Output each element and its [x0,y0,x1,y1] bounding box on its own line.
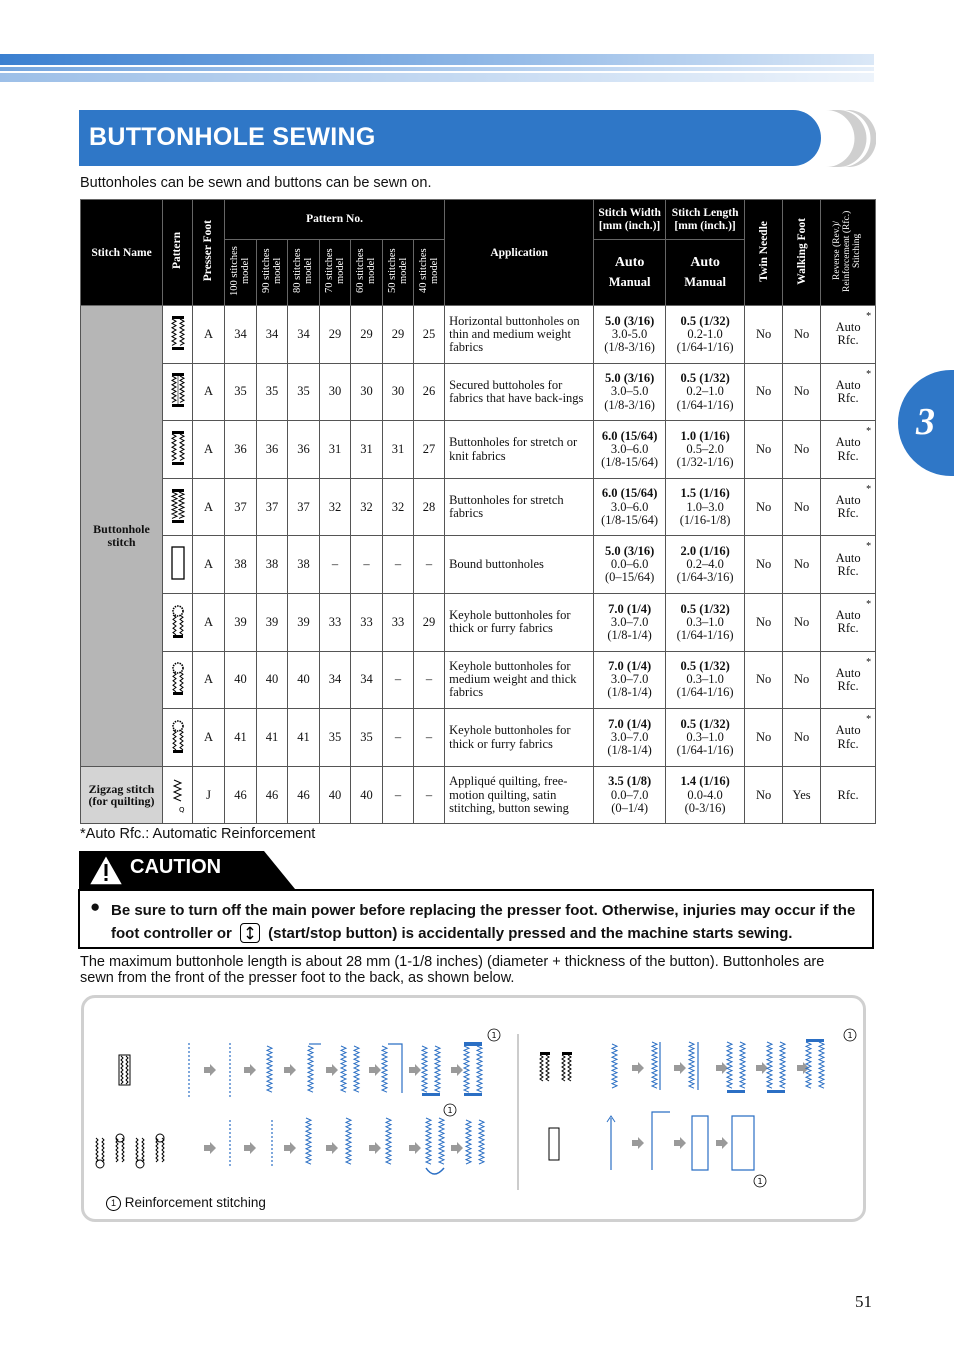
pattern-number: – [383,709,414,767]
presser-foot: A [193,478,225,536]
group-buttonhole-stitch: Buttonhole stitch [81,306,163,767]
pattern-number: 38 [257,536,288,594]
buttonhole-pattern-icon [169,572,187,586]
twin-needle-value: No [745,594,783,652]
pattern-number: 30 [383,363,414,421]
twin-needle-value: No [745,536,783,594]
presser-foot: A [193,594,225,652]
buttonhole-pattern-icon [169,399,187,413]
table-row [81,536,876,594]
stitch-length: 0.5 (1/32) 0.2–1.0 (1/64-1/16) [666,363,745,421]
table-row [81,363,876,421]
pattern-number: 25 [414,306,445,364]
pattern-number: 35 [257,363,288,421]
walking-foot-value: No [783,363,821,421]
header-model-60: 60 stitches model [351,240,383,306]
pattern-number: 35 [351,709,383,767]
pattern-number: 30 [351,363,383,421]
svg-text:1: 1 [447,1106,453,1115]
pattern-number: 46 [288,766,320,824]
stitch-length: 1.0 (1/16) 0.5–2.0 (1/32-1/16) [666,421,745,479]
walking-foot-value: No [783,536,821,594]
pattern-number: 31 [351,421,383,479]
presser-foot: A [193,421,225,479]
reverse-value: * Auto Rfc. [821,536,876,594]
stitch-width: 5.0 (3/16) 0.0–6.0 (0–15/64) [594,536,666,594]
pattern-number: 29 [383,306,414,364]
table-row [81,651,876,709]
pattern-number: 29 [414,594,445,652]
application: Bound buttonholes [445,536,594,594]
pattern-number: 33 [351,594,383,652]
pattern-number: 26 [414,363,445,421]
pattern-number: 32 [383,478,414,536]
stitch-length: 0.5 (1/32) 0.2-1.0 (1/64-1/16) [666,306,745,364]
pattern-number: 35 [288,363,320,421]
pattern-number: 34 [257,306,288,364]
buttonhole-pattern-icon [169,803,187,817]
reverse-value: * Auto Rfc. [821,651,876,709]
stitch-width: 6.0 (15/64) 3.0–6.0 (1/8-15/64) [594,421,666,479]
pattern-number: 31 [320,421,351,479]
pattern-icon-cell [163,421,193,479]
header-walking-foot: Walking Foot [783,200,821,306]
stitch-width: 5.0 (3/16) 3.0–5.0 (1/8-3/16) [594,363,666,421]
application: Horizontal buttonholes on thin and medium weight fabrics [445,306,594,364]
reverse-value: * Auto Rfc. [821,594,876,652]
pattern-number: – [383,766,414,824]
caution-box [78,889,874,949]
reverse-value: * Auto Rfc. [821,421,876,479]
pattern-number: 41 [257,709,288,767]
pattern-number: 33 [320,594,351,652]
pattern-number: 34 [225,306,257,364]
buttonhole-pattern-icon [169,515,187,529]
caution-label: CAUTION [130,856,222,878]
table-row [81,306,876,364]
pattern-number: 36 [288,421,320,479]
page-title: BUTTONHOLE SEWING [89,123,376,151]
chapter-number: 3 [916,401,935,443]
stitch-width: 5.0 (3/16) 3.0-5.0 (1/8-3/16) [594,306,666,364]
table-row [81,766,876,824]
svg-text:1: 1 [847,1031,853,1040]
table-row [81,709,876,767]
title-decoration [816,110,876,167]
group-zigzag-stitch: Zigzag stitch (for quilting) [81,766,163,824]
reverse-value: Rfc. [821,766,876,824]
svg-text:Q: Q [178,805,185,814]
application: Buttonholes for stretch fabrics [445,478,594,536]
pattern-icon-cell [163,651,193,709]
table-row [81,594,876,652]
pattern-number: – [383,536,414,594]
application: Secured buttoholes for fabrics that have back-ings [445,363,594,421]
application: Keyhole buttonholes for thick or furry fabrics [445,594,594,652]
section-title-bar [79,110,821,166]
stitch-width: 6.0 (15/64) 3.0–6.0 (1/8-15/64) [594,478,666,536]
stitch-length: 0.5 (1/32) 0.3–1.0 (1/64-1/16) [666,651,745,709]
pattern-number: 32 [351,478,383,536]
pattern-number: – [414,536,445,594]
application: Keyhole buttonholes for thick or furry fabrics [445,709,594,767]
intro-text: Buttonholes can be sewn and buttons can be sewn on. [80,175,432,191]
pattern-number: 46 [257,766,288,824]
header-stitch-name: Stitch Name [81,200,163,306]
stitch-width: 3.5 (1/8) 0.0–7.0 (0–1/4) [594,766,666,824]
pattern-number: 40 [320,766,351,824]
pattern-number: 39 [225,594,257,652]
header-application: Application [445,200,594,306]
body-text: The maximum buttonhole length is about 28 mm (1-1/8 inches) (diameter + thickness of the button). Buttonholes are sewn from the front of the presser foot to the back, as shown below. [80,954,825,986]
pattern-icon-cell [163,363,193,421]
pattern-number: 27 [414,421,445,479]
pattern-number: 40 [257,651,288,709]
header-presser-foot: Presser Foot [193,200,225,306]
pattern-number: 29 [351,306,383,364]
twin-needle-value: No [745,766,783,824]
application: Buttonholes for stretch or knit fabrics [445,421,594,479]
footnote: *Auto Rfc.: Automatic Reinforcement [80,826,316,842]
pattern-number: 40 [225,651,257,709]
pattern-number: 39 [288,594,320,652]
svg-text:1: 1 [757,1177,763,1186]
reverse-value: * Auto Rfc. [821,478,876,536]
pattern-number: – [414,709,445,767]
header-model-100: 100 stitches model [225,240,257,306]
pattern-number: 41 [288,709,320,767]
pattern-number: 36 [257,421,288,479]
pattern-number: 41 [225,709,257,767]
pattern-icon-cell [163,478,193,536]
pattern-number: 34 [351,651,383,709]
application: Appliqué quilting, free-motion quilting, satin stitching, button sewing [445,766,594,824]
pattern-icon-cell [163,306,193,364]
stitch-length: 2.0 (1/16) 0.2–4.0 (1/64-3/16) [666,536,745,594]
header-stitch-length: Stitch Length [mm (inch.)] [666,200,745,240]
pattern-number: 40 [288,651,320,709]
buttonhole-pattern-icon [169,745,187,759]
caution-text: Be sure to turn off the main power before replacing the presser foot. Otherwise, injuries may occur if the foot controller or (start/stop button) is accidentally pressed and the machine starts sewing. [111,902,856,942]
pattern-number: – [320,536,351,594]
bullet-icon: ● [90,897,101,916]
header-pattern-no: Pattern No. [225,200,445,240]
pattern-number: 34 [320,651,351,709]
pattern-number: 28 [414,478,445,536]
walking-foot-value: No [783,709,821,767]
stitch-width: 7.0 (1/4) 3.0–7.0 (1/8-1/4) [594,651,666,709]
buttonhole-pattern-icon [169,687,187,701]
presser-foot: A [193,363,225,421]
pattern-number: 35 [320,709,351,767]
pattern-number: – [383,651,414,709]
legend-text: Reinforcement stitching [124,1195,266,1210]
pattern-number: – [414,766,445,824]
callout-marker: 1 [106,1196,121,1211]
application: Keyhole buttonholes for medium weight and thick fabrics [445,651,594,709]
twin-needle-value: No [745,306,783,364]
diagram-legend [106,1195,266,1211]
pattern-number: 38 [225,536,257,594]
header-model-70: 70 stitches model [320,240,351,306]
header-twin-needle: Twin Needle [745,200,783,306]
pattern-icon-cell [163,766,193,824]
stitch-length: 0.5 (1/32) 0.3–1.0 (1/64-1/16) [666,709,745,767]
pattern-number: 31 [383,421,414,479]
walking-foot-value: No [783,651,821,709]
stitch-length: 1.5 (1/16) 1.0–3.0 (1/16-1/8) [666,478,745,536]
twin-needle-value: No [745,421,783,479]
diagram-illustration [84,998,863,1193]
presser-foot: A [193,651,225,709]
walking-foot-value: No [783,594,821,652]
twin-needle-value: No [745,651,783,709]
header-model-90: 90 stitches model [257,240,288,306]
pattern-number: – [414,651,445,709]
stitch-table [80,199,876,824]
pattern-number: 35 [225,363,257,421]
pattern-icon-cell [163,536,193,594]
walking-foot-value: No [783,478,821,536]
header-length-auto-manual: Auto Manual [666,240,745,306]
header-width-auto-manual: Auto Manual [594,240,666,306]
walking-foot-value: Yes [783,766,821,824]
table-row [81,478,876,536]
reverse-value: * Auto Rfc. [821,363,876,421]
page-number: 51 [855,1292,872,1311]
stitch-length: 1.4 (1/16) 0.0-4.0 (0-3/16) [666,766,745,824]
reverse-value: * Auto Rfc. [821,709,876,767]
stitch-width: 7.0 (1/4) 3.0–7.0 (1/8-1/4) [594,594,666,652]
buttonhole-pattern-icon [169,457,187,471]
pattern-number: 34 [288,306,320,364]
header-reverse: Reverse (Rev.)/ Reinforcement (Rfc.) Stitching [821,200,876,306]
pattern-number: 37 [288,478,320,536]
pattern-number: 46 [225,766,257,824]
walking-foot-value: No [783,421,821,479]
header-stitch-width: Stitch Width [mm (inch.)] [594,200,666,240]
presser-foot: A [193,709,225,767]
header-model-50: 50 stitches model [383,240,414,306]
pattern-number: 37 [257,478,288,536]
twin-needle-value: No [745,478,783,536]
pattern-icon-cell [163,594,193,652]
start-stop-button-icon [240,923,260,943]
pattern-number: 39 [257,594,288,652]
header-model-40: 40 stitches model [414,240,445,306]
header-stripes [0,54,874,82]
walking-foot-value: No [783,306,821,364]
reverse-value: * Auto Rfc. [821,306,876,364]
presser-foot: A [193,536,225,594]
pattern-number: – [351,536,383,594]
stitch-width: 7.0 (1/4) 3.0–7.0 (1/8-1/4) [594,709,666,767]
pattern-number: 37 [225,478,257,536]
twin-needle-value: No [745,363,783,421]
chapter-tab [898,370,954,476]
header-model-80: 80 stitches model [288,240,320,306]
pattern-number: 40 [351,766,383,824]
presser-foot: A [193,306,225,364]
pattern-icon-cell [163,709,193,767]
stitch-length: 0.5 (1/32) 0.3–1.0 (1/64-1/16) [666,594,745,652]
pattern-number: 36 [225,421,257,479]
twin-needle-value: No [745,709,783,767]
buttonhole-diagram [81,995,866,1222]
pattern-number: 29 [320,306,351,364]
presser-foot: J [193,766,225,824]
pattern-number: 38 [288,536,320,594]
pattern-number: 33 [383,594,414,652]
pattern-number: 32 [320,478,351,536]
buttonhole-pattern-icon [169,342,187,356]
buttonhole-pattern-icon [169,630,187,644]
svg-text:1: 1 [491,1031,497,1040]
pattern-number: 30 [320,363,351,421]
table-row [81,421,876,479]
header-pattern: Pattern [163,200,193,306]
